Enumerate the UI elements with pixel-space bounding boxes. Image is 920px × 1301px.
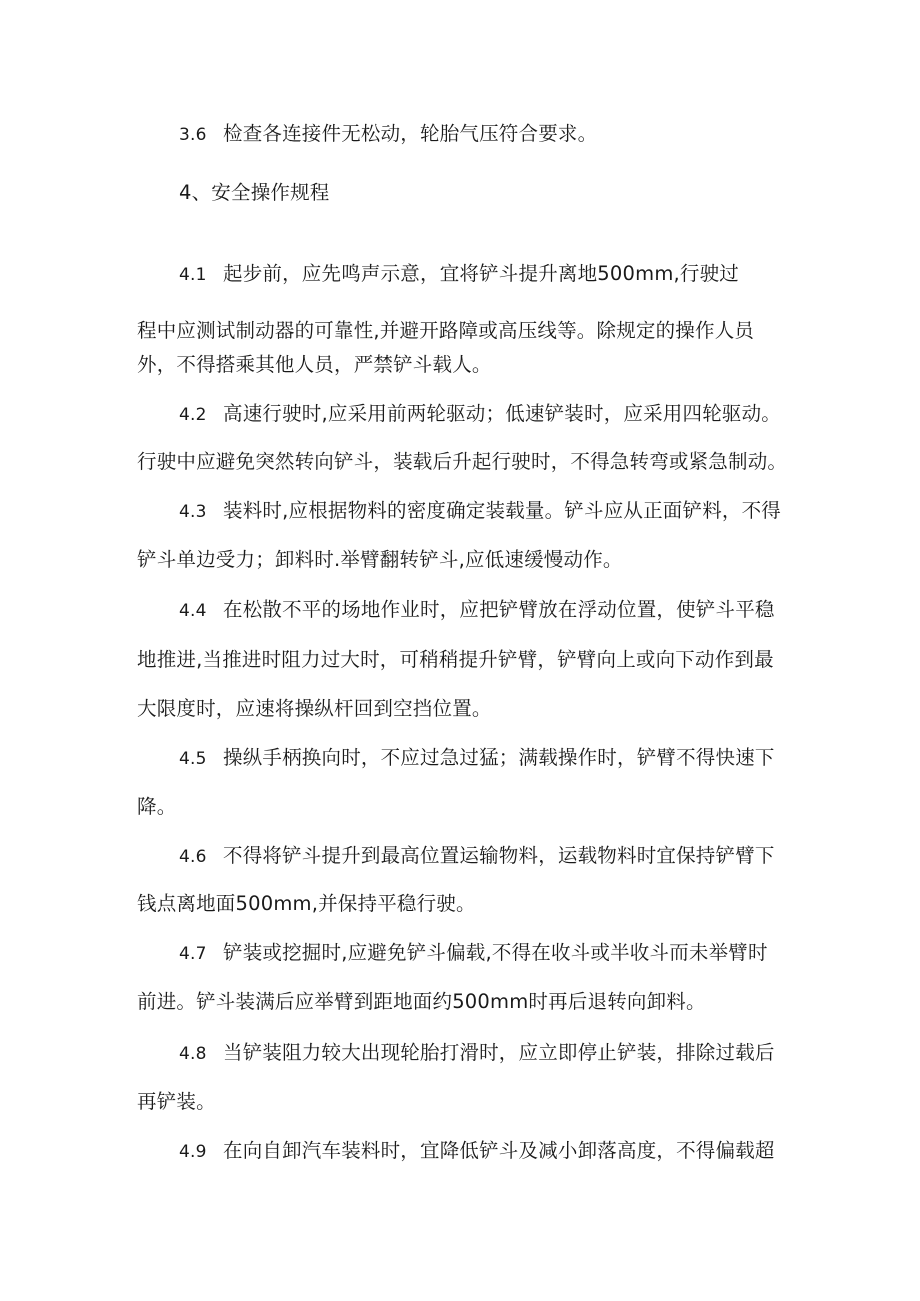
clause-number: 4.5: [179, 749, 207, 769]
clause-number: 3.6: [179, 125, 207, 145]
clause-4-1-line-2: 程中应测试制动器的可靠性,并避开路障或高压线等。除规定的操作人员: [137, 319, 755, 342]
clause-text: 在向自卸汽车装料时，宜降低铲斗及减小卸落高度，不得偏载超: [223, 1139, 775, 1162]
clause-text: 装料时,应根据物料的密度确定装载量。铲斗应从正面铲料，不得: [223, 499, 781, 522]
clause-number: 4.8: [179, 1044, 207, 1064]
clause-4-3: [179, 497, 781, 526]
clause-4-4-line-2: 地推进,当推进时阻力过大时，可稍稍提升铲臂，铲臂向上或向下动作到最: [137, 648, 774, 671]
clause-number: 4.9: [179, 1142, 207, 1162]
clause-4-5: [179, 744, 775, 773]
clause-4-6-line-2: 钱点离地面500mm,并保持平稳行驶。: [137, 892, 476, 915]
clause-text: 不得将铲斗提升到最高位置运输物料，运载物料时宜保持铲臂下: [223, 844, 775, 867]
clause-4-7-line-2: 前进。铲斗装满后应举臂到距地面约500mm时再后退转向卸料。: [137, 990, 706, 1013]
clause-number: 4.7: [179, 944, 207, 964]
clause-text: 检查各连接件无松动，轮胎气压符合要求。: [223, 122, 598, 145]
clause-text: 铲装或挖掘时,应避免铲斗偏载,不得在收斗或半收斗而未举臂时: [223, 941, 768, 964]
clause-number: 4.6: [179, 847, 207, 867]
clause-4-8: [179, 1039, 775, 1068]
clause-text: 操纵手柄换向时，不应过急过猛；满载操作时，铲臂不得快速下: [223, 746, 775, 769]
clause-text: 当铲装阻力较大出现轮胎打滑时，应立即停止铲装，排除过载后: [223, 1041, 775, 1064]
clause-4-2: [179, 400, 781, 429]
clause-number: 4.3: [179, 502, 207, 522]
clause-4-1-line-3: 外，不得搭乘其他人员，严禁铲斗载人。: [137, 353, 492, 376]
clause-4-4-line-3: 大限度时，应速将操纵杆回到空挡位置。: [137, 697, 492, 720]
clause-4-1: [179, 260, 739, 289]
clause-number: 4.4: [179, 601, 207, 621]
clause-4-9: [179, 1137, 775, 1166]
clause-4-4: [179, 596, 775, 625]
clause-4-8-line-2: 再铲装。: [137, 1090, 216, 1113]
clause-3-6: [179, 120, 597, 149]
clause-4-5-line-2: 降。: [137, 795, 177, 818]
clause-text: 起步前，应先鸣声示意，宜将铲斗提升离地500mm,行驶过: [223, 262, 740, 285]
clause-4-3-line-2: 铲斗单边受力；卸料时.举臂翻转铲斗,应低速缓慢动作。: [137, 548, 623, 571]
clause-4-6: [179, 842, 775, 871]
clause-text: 高速行驶时,应采用前两轮驱动；低速铲装时，应采用四轮驱动。: [223, 402, 781, 425]
section-heading: 4、安全操作规程: [179, 181, 330, 204]
clause-4-7: [179, 939, 768, 968]
clause-text: 在松散不平的场地作业时，应把铲臂放在浮动位置，使铲斗平稳: [223, 598, 775, 621]
clause-4-2-line-2: 行驶中应避免突然转向铲斗，装载后升起行驶时，不得急转弯或紧急制动。: [137, 450, 788, 473]
clause-number: 4.1: [179, 265, 207, 285]
clause-number: 4.2: [179, 405, 207, 425]
